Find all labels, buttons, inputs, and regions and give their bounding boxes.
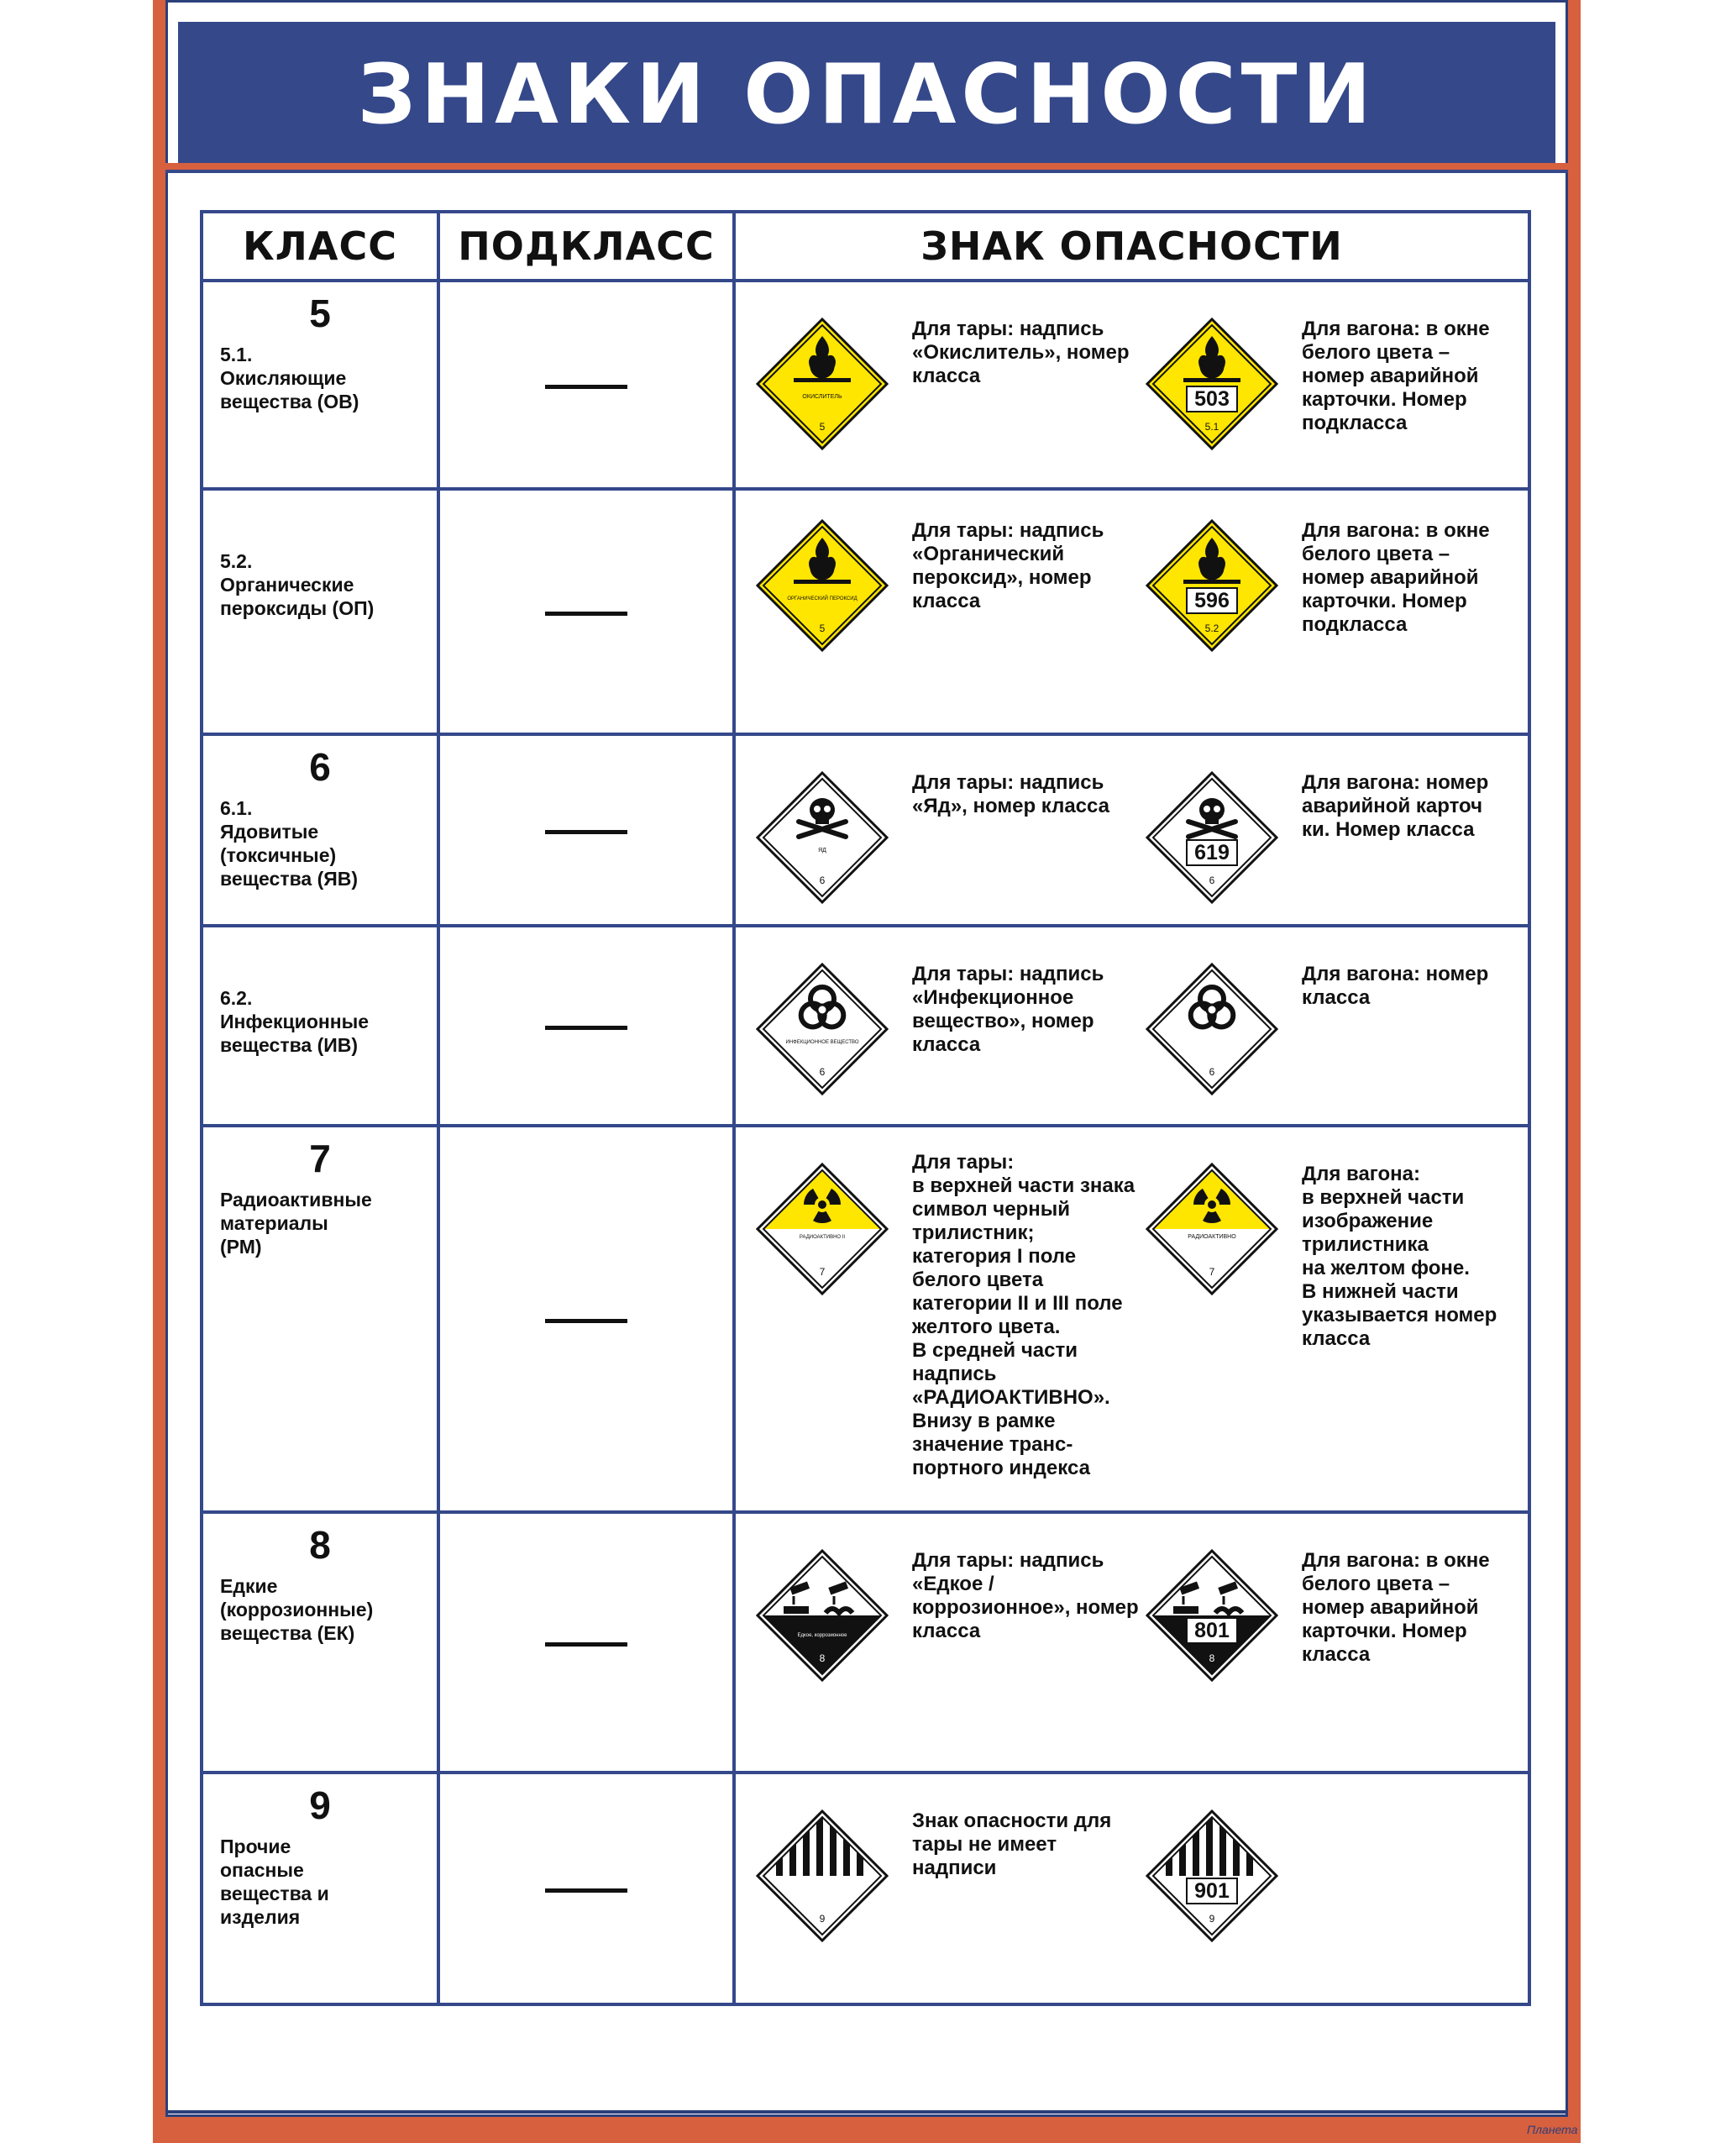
class-number: 7 bbox=[309, 1137, 331, 1180]
right-sign-description: Для вагона: в окне белого цвета – номер аварийной карточки. Номер подкласса bbox=[1302, 519, 1490, 636]
left-sign-description: Для тары: надпись «Инфекционное вещество», номер класса bbox=[912, 963, 1104, 1056]
table-row bbox=[202, 1512, 1529, 1773]
subclass-dash bbox=[545, 1026, 627, 1030]
table-row bbox=[202, 1773, 1529, 2004]
right-sign-pair bbox=[1146, 1809, 1515, 1942]
subclass-cell bbox=[438, 489, 734, 734]
header-sign: ЗНАК ОПАСНОСТИ bbox=[734, 212, 1529, 281]
left-sign-description: Для тары: надпись «Едкое / коррозионное», номер класса bbox=[912, 1549, 1139, 1642]
subclass-cell bbox=[438, 926, 734, 1126]
sign-label: РАДИОАКТИВНО II bbox=[799, 1235, 846, 1240]
sign-cell bbox=[734, 1126, 1529, 1512]
class-cell bbox=[202, 489, 438, 734]
left-sign-description: Для тары: надпись «Окислитель», номер класса bbox=[912, 318, 1130, 387]
subclass-dash bbox=[545, 612, 627, 616]
right-sign-description: Для вагона: в окне белого цвета – номер аварийной карточки. Номер класса bbox=[1302, 1549, 1490, 1666]
sign-label: ОКИСЛИТЕЛЬ bbox=[802, 394, 842, 400]
publisher-logo: Планета bbox=[1527, 2123, 1578, 2136]
class-cell bbox=[202, 1512, 438, 1773]
left-sign-description: Для тары: в верхней части знака символ черный трилистник; категория I поле белого цвета категории II и III поле желтого цвета. В средней части надпись «РАДИОАКТИВНО». Внизу в рамке значение транс-портного индекса bbox=[912, 1151, 1135, 1479]
right-sign-description: Для вагона: номер аварийной карточ ки. Номер класса bbox=[1302, 771, 1489, 841]
class-number: 5 bbox=[309, 292, 331, 335]
left-toxic-sign bbox=[756, 771, 889, 904]
right-misc-sign bbox=[1146, 1809, 1278, 1942]
sign-class-number: 9 bbox=[1209, 1913, 1215, 1925]
left-sign-pair bbox=[756, 771, 1146, 904]
sign-cell bbox=[734, 1512, 1529, 1773]
left-sign-pair bbox=[756, 963, 1146, 1095]
left-sign-description: Для тары: надпись «Яд», номер класса bbox=[912, 771, 1110, 817]
table-row bbox=[202, 926, 1529, 1126]
left-biohazard-sign bbox=[756, 963, 889, 1095]
right-biohazard-sign bbox=[1146, 963, 1278, 1095]
sign-class-number: 6 bbox=[1209, 1066, 1215, 1078]
right-oxidizer-sign bbox=[1146, 519, 1278, 652]
bottom-blue-line bbox=[165, 2110, 1568, 2114]
right-corrosive-sign bbox=[1146, 1549, 1278, 1682]
right-sign-pair bbox=[1146, 1549, 1515, 1682]
class-name: 5.1. Окисляющие вещества (ОВ) bbox=[220, 344, 359, 412]
sign-class-number: 5 bbox=[819, 421, 826, 433]
class-name: Едкие (коррозионные) вещества (ЕК) bbox=[220, 1575, 374, 1644]
class-cell bbox=[202, 926, 438, 1126]
class-cell bbox=[202, 734, 438, 926]
class-cell bbox=[202, 1773, 438, 2004]
sign-label: РАДИОАКТИВНО bbox=[1188, 1234, 1236, 1240]
subclass-dash bbox=[545, 385, 627, 389]
hazard-signs-table bbox=[200, 210, 1531, 2006]
right-radioactive-sign bbox=[1146, 1163, 1278, 1295]
subclass-cell bbox=[438, 1126, 734, 1512]
table-row bbox=[202, 281, 1529, 489]
right-sign-pair bbox=[1146, 771, 1515, 904]
class-name: 5.2. Органические пероксиды (ОП) bbox=[220, 550, 375, 619]
header-subclass: ПОДКЛАСС bbox=[438, 212, 734, 281]
left-sign-pair bbox=[756, 1809, 1146, 1942]
title-underline-blue bbox=[165, 170, 1568, 173]
right-sign-pair bbox=[1146, 1163, 1515, 1351]
table-row bbox=[202, 489, 1529, 734]
right-sign-pair bbox=[1146, 318, 1515, 450]
table-row bbox=[202, 1126, 1529, 1512]
sign-class-number: 7 bbox=[1209, 1266, 1215, 1278]
subclass-dash bbox=[545, 1319, 627, 1323]
left-oxidizer-sign bbox=[756, 318, 889, 450]
table-header-row bbox=[202, 212, 1529, 281]
class-name: Прочие опасные вещества и изделия bbox=[220, 1836, 329, 1928]
right-sign-description: Для вагона: в окне белого цвета – номер аварийной карточки. Номер подкласса bbox=[1302, 318, 1490, 434]
sign-class-number: 9 bbox=[819, 1913, 826, 1925]
class-name: 6.1. Ядовитые (токсичные) вещества (ЯВ) bbox=[220, 797, 359, 890]
sign-class-number: 7 bbox=[819, 1266, 826, 1278]
sign-cell bbox=[734, 734, 1529, 926]
title-banner bbox=[178, 22, 1555, 163]
emergency-card-number: 801 bbox=[1194, 1619, 1230, 1642]
subclass-dash bbox=[545, 1642, 627, 1647]
class-cell bbox=[202, 281, 438, 489]
left-sign-description: Для тары: надпись «Органический пероксид», номер класса bbox=[912, 519, 1104, 612]
left-sign-pair bbox=[756, 318, 1146, 450]
sign-cell bbox=[734, 489, 1529, 734]
subclass-dash bbox=[545, 830, 627, 834]
sign-class-number: 8 bbox=[819, 1652, 826, 1664]
table-row bbox=[202, 734, 1529, 926]
sign-class-number: 5 bbox=[819, 622, 826, 634]
sign-label: Едкое, коррозионное bbox=[797, 1633, 847, 1638]
subclass-cell bbox=[438, 1773, 734, 2004]
bottom-red-bar bbox=[153, 2117, 1581, 2143]
class-name: Радиоактивные материалы (РМ) bbox=[220, 1189, 372, 1258]
subclass-cell bbox=[438, 281, 734, 489]
title-underline-red bbox=[153, 163, 1581, 170]
sign-class-number: 5.2 bbox=[1204, 622, 1219, 634]
left-sign-pair bbox=[756, 519, 1146, 652]
right-sign-description: Для вагона: в верхней части изображение трилистника на желтом фоне. В нижней части указывается номер класса bbox=[1302, 1163, 1497, 1350]
right-oxidizer-sign bbox=[1146, 318, 1278, 450]
emergency-card-number: 503 bbox=[1194, 387, 1230, 411]
left-oxidizer-sign bbox=[756, 519, 889, 652]
left-sign-pair bbox=[756, 1549, 1146, 1682]
sign-cell bbox=[734, 281, 1529, 489]
left-sign-pair bbox=[756, 1151, 1146, 1480]
class-number: 6 bbox=[309, 745, 331, 789]
sign-class-number: 5.1 bbox=[1204, 421, 1219, 433]
emergency-card-number: 596 bbox=[1194, 589, 1230, 612]
sign-cell bbox=[734, 926, 1529, 1126]
subclass-dash bbox=[545, 1888, 627, 1893]
sign-label: ИНФЕКЦИОННОЕ ВЕЩЕСТВО bbox=[785, 1040, 859, 1045]
class-name: 6.2. Инфекционные вещества (ИВ) bbox=[220, 987, 370, 1056]
class-number: 9 bbox=[309, 1783, 331, 1827]
sign-label: ЯД bbox=[818, 848, 826, 854]
sign-cell bbox=[734, 1773, 1529, 2004]
subclass-cell bbox=[438, 734, 734, 926]
left-corrosive-sign bbox=[756, 1549, 889, 1682]
right-toxic-sign bbox=[1146, 771, 1278, 904]
right-sign-pair bbox=[1146, 963, 1515, 1095]
emergency-card-number: 619 bbox=[1194, 841, 1230, 864]
page-title: ЗНАКИ ОПАСНОСТИ bbox=[357, 47, 1377, 143]
sign-class-number: 6 bbox=[819, 875, 826, 886]
class-number: 8 bbox=[309, 1523, 331, 1567]
left-radioactive-sign bbox=[756, 1163, 889, 1295]
right-sign-pair bbox=[1146, 519, 1515, 652]
sign-label: ОРГАНИЧЕСКИЙ ПЕРОКСИД bbox=[787, 596, 858, 601]
emergency-card-number: 901 bbox=[1194, 1879, 1230, 1903]
left-misc-sign bbox=[756, 1809, 889, 1942]
header-class: КЛАСС bbox=[202, 212, 438, 281]
sign-class-number: 6 bbox=[1209, 875, 1215, 886]
sign-class-number: 8 bbox=[1209, 1652, 1215, 1664]
subclass-cell bbox=[438, 1512, 734, 1773]
class-cell bbox=[202, 1126, 438, 1512]
left-sign-description: Знак опасности для тары не имеет надписи bbox=[912, 1809, 1112, 1879]
sign-class-number: 6 bbox=[819, 1066, 826, 1078]
right-sign-description: Для вагона: номер класса bbox=[1302, 963, 1489, 1009]
